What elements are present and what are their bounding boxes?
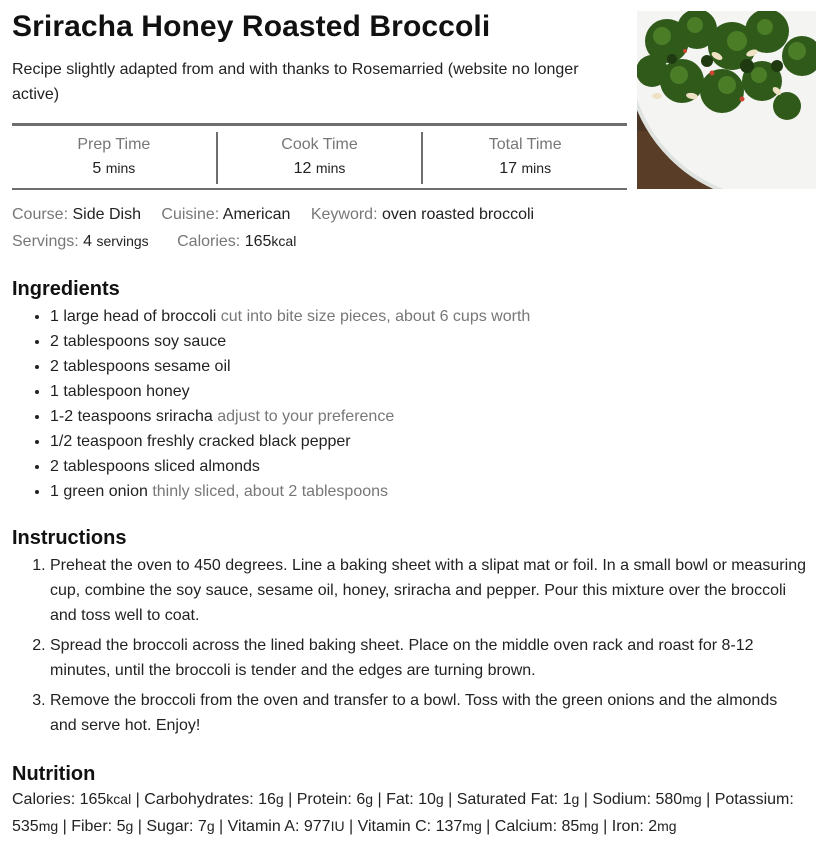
total-time-label: Total Time [488, 136, 562, 153]
instructions-list [12, 553, 807, 738]
servings-label: Servings: [12, 233, 79, 250]
nutrition-unit: kcal [106, 791, 132, 807]
nutrition-label: Sugar: [146, 818, 194, 835]
prep-time [12, 132, 216, 184]
nutrition-item [71, 818, 133, 835]
ingredient-note: thinly sliced, about 2 tablespoons [152, 483, 389, 500]
nutrition-item [297, 791, 373, 808]
ingredient-main: 2 tablespoons sliced almonds [50, 458, 260, 475]
keyword-label: Keyword: [310, 206, 378, 223]
prep-time-unit: mins [105, 160, 136, 176]
cook-time-unit: mins [315, 160, 346, 176]
prep-time-label: Prep Time [77, 136, 151, 153]
nutrition-value: 6 [356, 791, 366, 808]
instruction-step: 3. Remove the broccoli from the oven and transfer to a bowl. Toss with the green onions and the almonds and serve hot. Enjoy! [50, 688, 807, 738]
nutrition-label: Potassium: [714, 791, 794, 808]
instructions-section [12, 527, 807, 743]
instruction-step: 1. Preheat the oven to 450 degrees. Line a baking sheet with a slipat mat or foil. In a small bowl or measuring cup, combine the soy sauce, sesame oil, honey, sriracha and pepper. Pour this mixture over the broccoli and toss well to coat. [50, 553, 807, 628]
nutrition-item [146, 818, 214, 835]
ingredient-main: 1 large head of broccoli [50, 308, 217, 325]
recipe-image[interactable] [637, 11, 816, 189]
recipe-meta [12, 202, 534, 255]
servings-value: 4 [83, 233, 93, 250]
nutrition-value: 580 [655, 791, 683, 808]
recipe-title: Sriracha Honey Roasted Broccoli [12, 10, 491, 43]
nutrition-unit: mg [682, 791, 702, 807]
ingredient-main: 1-2 teaspoons sriracha [50, 408, 213, 425]
nutrition-value: 7 [197, 818, 207, 835]
keyword-value: oven roasted broccoli [381, 206, 535, 223]
ingredient-main: 1 tablespoon honey [50, 383, 190, 400]
total-time-unit: mins [521, 160, 552, 176]
ingredients-list [12, 304, 812, 504]
nutrition-heading: Nutrition [12, 763, 96, 785]
nutrition-unit: g [365, 791, 374, 807]
broccoli-photo-graphic [637, 11, 816, 189]
cook-time [216, 132, 422, 184]
nutrition-label: Iron: [611, 818, 644, 835]
recipe-summary: Recipe slightly adapted from and with thanks to Rosemarried (website no longer active) [12, 61, 579, 103]
nutrition-label: Sodium: [592, 791, 652, 808]
nutrition-unit: g [435, 791, 444, 807]
cook-time-label: Cook Time [281, 136, 358, 153]
nutrition-item [612, 818, 677, 835]
cuisine-value: American [222, 206, 291, 223]
nutrition-value: 977 [303, 818, 331, 835]
ingredient-main: 2 tablespoons soy sauce [50, 333, 227, 350]
calories-label: Calories: [177, 233, 241, 250]
nutrition-unit: g [275, 791, 284, 807]
nutrition-label: Fiber: [71, 818, 113, 835]
nutrition-value: 2 [648, 818, 658, 835]
prep-time-value [12, 160, 216, 178]
nutrition-value: 16 [258, 791, 276, 808]
nutrition-item [457, 791, 580, 808]
nutrition-unit: mg [462, 818, 482, 834]
ingredient-note: cut into bite size pieces, about 6 cups worth [220, 308, 531, 325]
nutrition-facts: Calories: 165kcal | Carbohydrates: 16g | Protein: 6g | Fat: 10g | Saturated Fat: 1g | Sodium: 580mg | Potassium: 535mg | Fiber: 5g | Sugar: 7g | Vitamin A: 977IU | Vitamin C: 137mg | Calcium: 85mg | Iron: 2mg [12, 791, 794, 835]
calories-unit: kcal [271, 233, 297, 249]
ingredient-item [50, 404, 812, 429]
nutrition-item [358, 818, 482, 835]
nutrition-label: Vitamin A: [227, 818, 300, 835]
nutrition-unit: mg [38, 818, 59, 834]
ingredient-item [50, 379, 812, 404]
nutrition-unit: IU [330, 818, 345, 834]
nutrition-value: 165 [79, 791, 107, 808]
ingredient-item [50, 479, 812, 504]
calories-value: 165 [244, 233, 272, 250]
course-label: Course: [12, 206, 69, 223]
nutrition-unit: g [571, 791, 580, 807]
nutrition-unit: mg [657, 818, 677, 834]
nutrition-label: Fat: [386, 791, 414, 808]
nutrition-value: 5 [116, 818, 126, 835]
servings-unit: servings [96, 233, 149, 249]
instructions-heading: Instructions [12, 527, 127, 549]
ingredient-item [50, 429, 812, 454]
ingredient-item [50, 329, 812, 354]
nutrition-value: 1 [562, 791, 572, 808]
nutrition-unit: mg [579, 818, 599, 834]
ingredient-item [50, 354, 812, 379]
nutrition-unit: g [206, 818, 215, 834]
nutrition-value: 535 [12, 818, 39, 835]
ingredient-item [50, 454, 812, 479]
total-time [421, 132, 627, 184]
nutrition-item [386, 791, 444, 808]
nutrition-value: 85 [561, 818, 580, 835]
nutrition-unit: g [125, 818, 134, 834]
ingredients-section [12, 278, 812, 504]
instruction-step: 2. Spread the broccoli across the lined baking sheet. Place on the middle oven rack and roast for 8-12 minutes, until the broccoli is tender and the edges are turning brown. [50, 633, 807, 683]
nutrition-item [144, 791, 283, 808]
ingredients-heading: Ingredients [12, 278, 120, 300]
course-value: Side Dish [72, 206, 141, 223]
recipe-times [12, 123, 627, 190]
total-time-value [423, 160, 627, 178]
nutrition-item [12, 791, 131, 808]
nutrition-label: Protein: [296, 791, 352, 808]
prep-time-number: 5 [92, 160, 102, 177]
nutrition-label: Carbohydrates: [144, 791, 254, 808]
cook-time-value [218, 160, 422, 178]
ingredient-main: 1/2 teaspoon freshly cracked black pepper [50, 433, 351, 450]
ingredient-item [50, 304, 812, 329]
nutrition-label: Calories: [12, 791, 76, 808]
nutrition-item [495, 818, 599, 835]
nutrition-section [12, 763, 812, 840]
nutrition-item [592, 791, 701, 808]
ingredient-main: 2 tablespoons sesame oil [50, 358, 231, 375]
meta-row-2 [12, 228, 534, 255]
nutrition-label: Calcium: [494, 818, 558, 835]
cuisine-label: Cuisine: [161, 206, 220, 223]
nutrition-item [228, 818, 345, 835]
nutrition-value: 10 [418, 791, 436, 808]
ingredient-note: adjust to your preference [217, 408, 395, 425]
total-time-number: 17 [499, 160, 518, 177]
cook-time-number: 12 [293, 160, 312, 177]
nutrition-label: Saturated Fat: [456, 791, 559, 808]
meta-row-1 [12, 202, 534, 228]
nutrition-label: Vitamin C: [357, 818, 432, 835]
nutrition-value: 137 [435, 818, 463, 835]
ingredient-main: 1 green onion [50, 483, 148, 500]
